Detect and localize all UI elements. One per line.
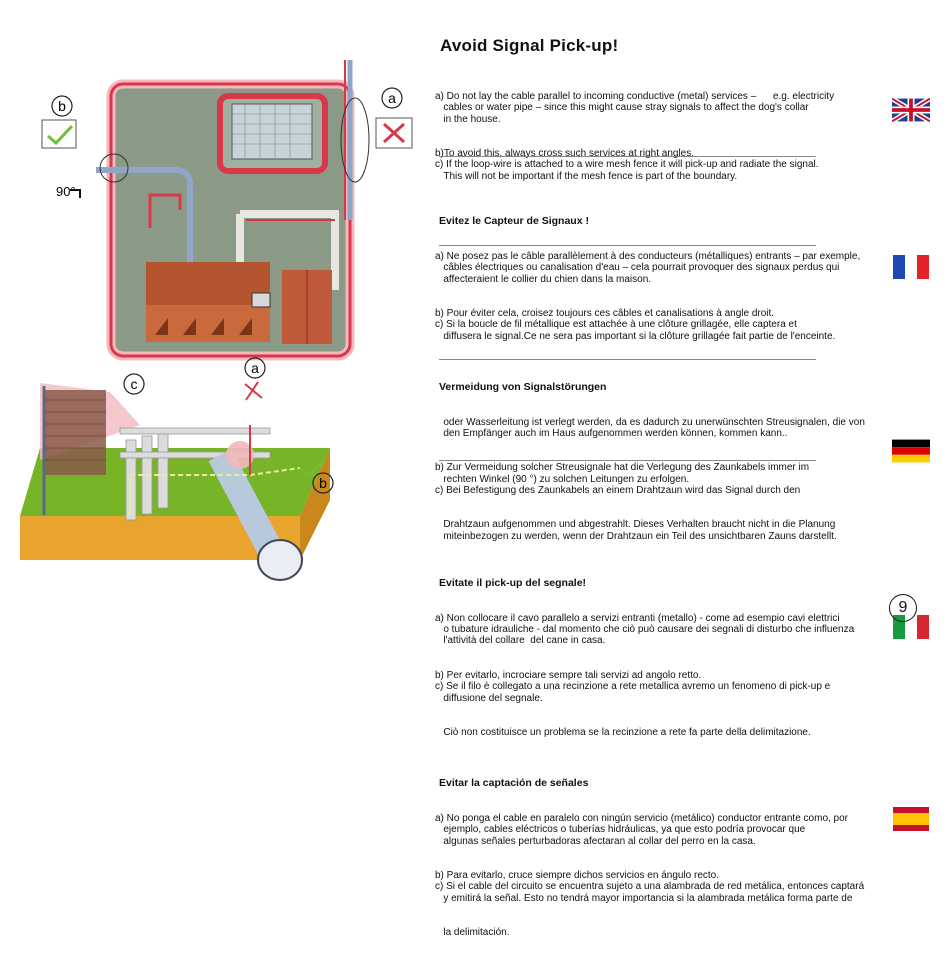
plan-view bbox=[42, 60, 412, 356]
section-italian-text: a) Non collocare il cavo parallelo a servizi entranti (metallo) - come ad esempio cavi elettrici o tubature idrauliche - dal momento che ciò può causare dei segnali di disturbo che influenza l'attività del collare del cane in casa. b) Per evitarlo, incrociare sempre tali servizi ad angolo retto. c) Se il filo è collegato a una recinzione a rete metallica avremo un fenomeno di pick-up e diffusione del segnale. Ciò non costituisce un problema se la recinzione a rete fa parte della delimitazione. bbox=[435, 612, 855, 738]
angle-label: 90° bbox=[56, 184, 76, 199]
france-flag-icon bbox=[892, 255, 930, 279]
pipe-end bbox=[258, 540, 302, 580]
divider bbox=[439, 245, 816, 246]
section-german-heading: Vermeidung von Signalstörungen bbox=[439, 380, 607, 393]
transmitter-box bbox=[252, 293, 270, 307]
page-number: 9 bbox=[889, 594, 917, 622]
section-italian bbox=[425, 577, 940, 761]
germany-flag-icon bbox=[892, 439, 930, 463]
perspective-view bbox=[20, 358, 333, 580]
label-b-bottom: b bbox=[319, 475, 327, 491]
illustration-panel bbox=[0, 0, 430, 652]
pool bbox=[232, 104, 312, 159]
section-french-text: a) Ne posez pas le câble parallèlement à des conducteurs (métalliques) entrants – par exemple, câbles électriques ou canalisation d'eau – cela pourrait provoquer des signaux perdus qui affecteraient le collier du chien dans la maison. b) Pour éviter cela, croisez toujours ces câbles et canalisations à angle droit. c) Si la boucle de fil métallique est attachée à une clôture grillagée, elle captera et diffusera le signal.Ce ne sera pas important si la clôture grillagée fait partie de l'enceinte. bbox=[435, 250, 861, 342]
page-title: Avoid Signal Pick-up! bbox=[440, 36, 619, 55]
divider bbox=[439, 156, 816, 157]
label-b-top: b bbox=[58, 98, 66, 114]
divider bbox=[439, 359, 816, 360]
label-c: c bbox=[130, 376, 138, 392]
label-a-top: a bbox=[388, 90, 396, 106]
label-a-bottom: a bbox=[251, 360, 259, 376]
spain-flag-icon bbox=[892, 807, 930, 831]
garden-layout-diagram bbox=[0, 0, 430, 652]
section-english-text: a) Do not lay the cable parallel to incoming conductive (metal) services – e.g. electricity cables or water pipe – since this might cause stray signals to affect the dog's collar in the house. b)To avoid this, always cross such services at right angles. c) If the loop-wire is attached to a wire mesh fence it will pick-up and radiate the signal. This will not be important if the mesh fence is part of the boundary. bbox=[435, 90, 835, 182]
section-spanish bbox=[425, 777, 940, 961]
section-french-heading: Evitez le Capteur de Signaux ! bbox=[439, 214, 589, 227]
section-spanish-text: a) No ponga el cable en paralelo con ningún servicio (metálico) conductor entrante como, por ejemplo, cables eléctricos o tuberías hidráulicas, ya que esto podría provocar que algunas señales perturbadoras afectaran al collar del perro en la casa. b) Para evitarlo, cruce siempre dichos servicios en ángulo recto. c) Si el cable del circuito se encuentra sujeto a una alambrada de red metálica, entonces captará y emitirá la señal. Esto no tendrá mayor importancia si la alambrada metálica forma parte de la delimitación. bbox=[435, 812, 865, 938]
section-english bbox=[425, 68, 940, 205]
uk-flag-icon bbox=[892, 98, 930, 122]
check-box bbox=[42, 120, 76, 148]
instructions-panel bbox=[425, 36, 940, 961]
section-italian-heading: Evitate il pick-up del segnale! bbox=[439, 576, 587, 589]
section-spanish-heading: Evitar la captación de señales bbox=[439, 776, 589, 789]
divider bbox=[439, 460, 816, 461]
section-german bbox=[425, 381, 940, 565]
mesh-fence bbox=[44, 390, 106, 475]
section-french bbox=[425, 215, 940, 365]
cross-icon-bottom bbox=[245, 382, 262, 400]
section-german-text: oder Wasserleitung ist verlegt werden, da es dadurch zu unerwünschten Streusignalen, die von den Empfänger auch im Haus aufgenommen werden können, kommen kann.. b) Zur Vermeidung solcher Streusignale hat die Verlegung des Zaunkabels immer im rechten Winkel (90 °) zu solchen Leitungen zu erfolgen. c) Bei Befestigung des Zaunkabels an einem Drahtzaun wird das Signal durch den Drahtzaun aufgenommen und abgestrahlt. Dieses Verhalten braucht nicht in die Planung miteinbezogen zu werden, wenn der Drahtzaun ein Teil des unsichtbaren Zauns darstellt. bbox=[435, 416, 865, 542]
